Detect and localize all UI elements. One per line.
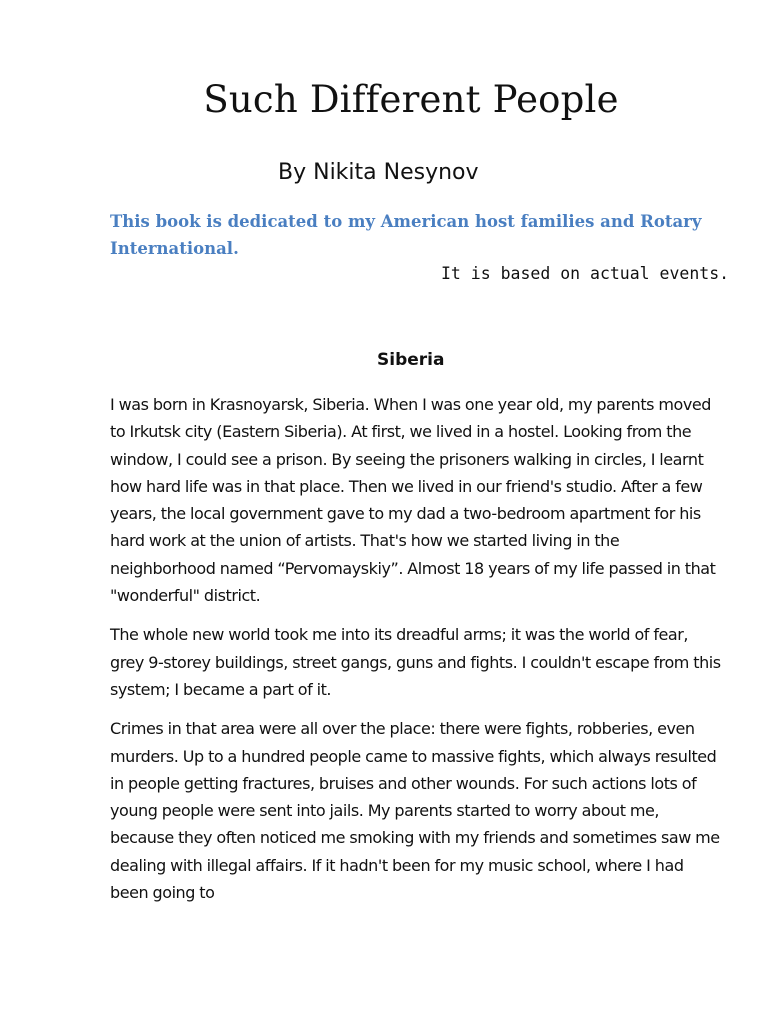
- based-on-note: It is based on actual events.: [441, 264, 730, 283]
- body-text: [110, 391, 722, 918]
- dedication-text: This book is dedicated to my American host families and Rotary International.: [110, 212, 702, 258]
- paragraph: I was born in Krasnoyarsk, Siberia. When I was one year old, my parents moved to Irkutsk city (Eastern Siberia). At first, we lived in a hostel. Looking from the window, I could see a prison. By seeing the prisoners walking in circles, I learnt how hard life was in that place. Then we lived in our friend's studio. After a few years, the local government gave to my dad a two-bedroom apartment for his hard work at the union of artists. That's how we started living in the neighborhood named “Pervomayskiy”. Almost 18 years of my life passed in that "wonderful" district.: [110, 395, 716, 606]
- paragraph: Crimes in that area were all over the place: there were fights, robberies, even murders. Up to a hundred people came to massive fights, which always resulted in people getting fractures, bruises and other wounds. For such actions lots of young people were sent into jails. My parents started to worry about me, because they often noticed me smoking with my friends and sometimes saw me dealing with illegal affairs. If it hadn't been for my music school, where I had been going to: [110, 719, 720, 903]
- section-heading: Siberia: [377, 350, 445, 370]
- book-title: Such Different People: [203, 78, 619, 121]
- author-byline: By Nikita Nesynov: [278, 160, 479, 185]
- paragraph: The whole new world took me into its dreadful arms; it was the world of fear, grey 9-storey buildings, street gangs, guns and fights. I couldn't escape from this system; I became a part of it.: [110, 625, 721, 699]
